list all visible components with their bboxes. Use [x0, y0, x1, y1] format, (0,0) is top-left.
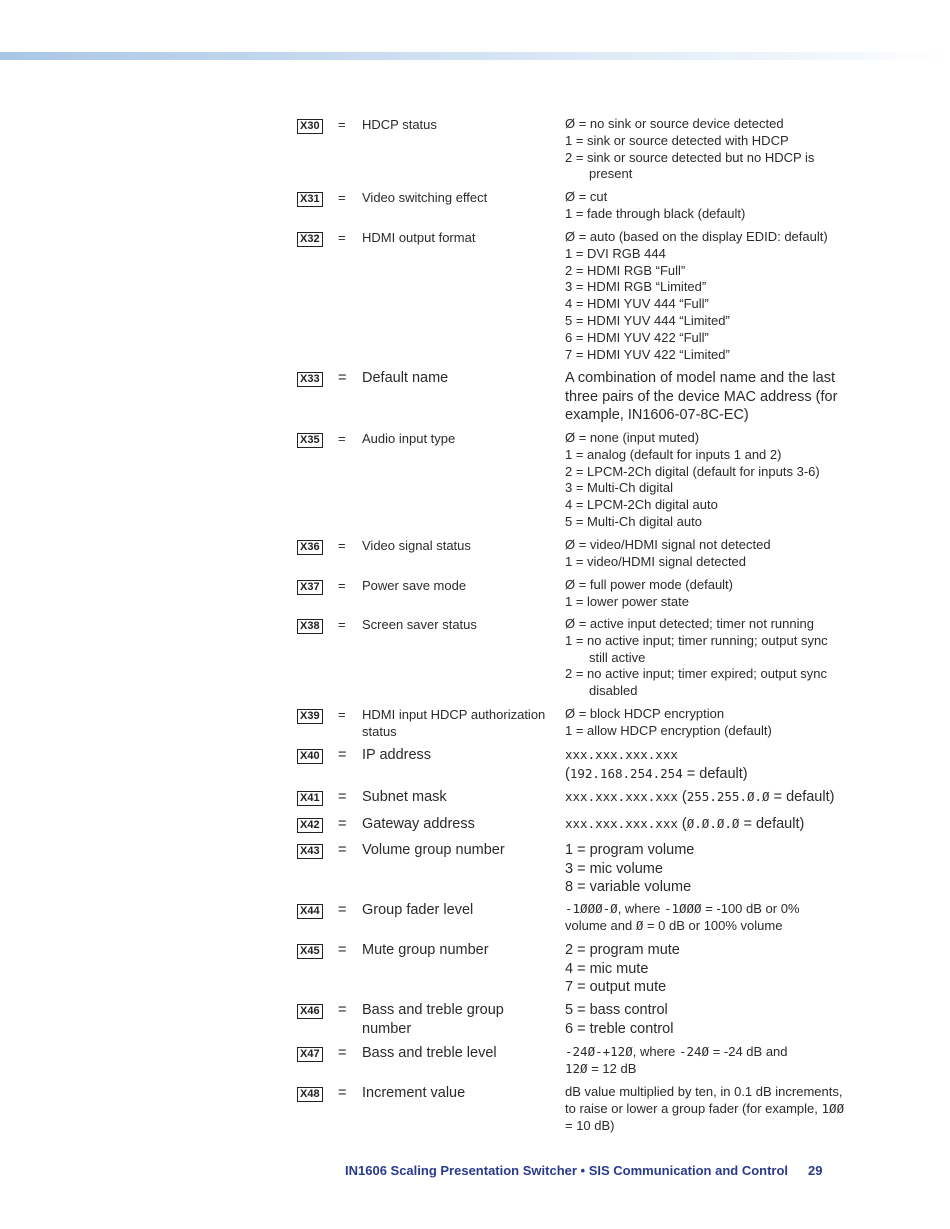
- variable-code: X31: [297, 192, 323, 207]
- code-value: 1ØØ: [821, 1100, 845, 1116]
- value-text: dB value multiplied by ten, in 0.1 dB increments,: [565, 1084, 843, 1099]
- variable-label: IP address: [362, 747, 432, 763]
- value-line: 1 = analog (default for inputs 1 and 2): [565, 446, 782, 462]
- variable-values: [565, 537, 865, 571]
- variable-values: [565, 788, 865, 807]
- value-line: 1 = sink or source detected with HDCP: [565, 132, 789, 148]
- variable-code: X48: [297, 1087, 323, 1102]
- variable-label: Bass and treble level: [362, 1045, 497, 1061]
- variable-label: Mute group number: [362, 942, 489, 958]
- value-text: to raise or lower a group fader (for example,: [565, 1100, 822, 1116]
- variable-label: Default name: [362, 370, 449, 386]
- variable-code: X44: [297, 904, 323, 919]
- page-number: 29: [808, 1163, 823, 1178]
- value-text: = default): [739, 816, 805, 832]
- code-value: xxx.xxx.xxx.xxx: [565, 816, 678, 831]
- variable-code: X32: [297, 232, 323, 247]
- equals-sign: =: [338, 230, 346, 245]
- value-line: Ø = video/HDMI signal not detected: [565, 537, 771, 552]
- variable-code: X30: [297, 119, 323, 134]
- value-line: Ø = active input detected; timer not running: [565, 616, 814, 631]
- value-line: [565, 1101, 865, 1118]
- value-line: Ø = none (input muted): [565, 430, 700, 445]
- equals-sign: =: [338, 842, 347, 858]
- value-line: [565, 788, 865, 807]
- variable-values: [565, 746, 865, 783]
- equals-sign: =: [338, 190, 346, 205]
- value-line: A combination of model name and the last three pairs of the device MAC address (for example, IN1606-07-8C-EC): [565, 370, 838, 423]
- value-line: [565, 901, 865, 918]
- variable-code: X41: [297, 791, 323, 806]
- equals-sign: =: [338, 902, 347, 918]
- variable-label: Gateway address: [362, 816, 475, 832]
- value-line: 3 = Multi-Ch digital: [565, 480, 674, 496]
- variable-values: [565, 116, 865, 183]
- value-line: 6 = treble control: [565, 1020, 674, 1037]
- value-line: 1 = video/HDMI signal detected: [565, 553, 747, 569]
- variable-values: [565, 616, 865, 700]
- variable-label: Power save mode: [362, 578, 467, 593]
- value-text: = default): [682, 765, 748, 782]
- value-line: [565, 746, 865, 765]
- value-line: 2 = LPCM-2Ch digital (default for inputs 3-6): [565, 463, 820, 479]
- value-line: 2 = no active input; timer expired; output sync: [565, 666, 827, 682]
- equals-sign: =: [338, 370, 347, 386]
- value-line: 2 = sink or source detected but no HDCP is: [565, 149, 815, 165]
- code-value: -24Ø-+12Ø: [565, 1044, 633, 1059]
- value-line: 7 = HDMI YUV 422 “Limited”: [565, 346, 730, 362]
- value-line: present: [589, 166, 633, 182]
- value-line: [565, 815, 865, 834]
- variable-label: Subnet mask: [362, 789, 447, 805]
- variable-code: X42: [297, 818, 323, 833]
- variable-values: [565, 577, 865, 611]
- value-text: = 0 dB or 100% volume: [643, 917, 783, 933]
- variable-label: Volume group number: [362, 842, 505, 858]
- variable-code: X38: [297, 619, 323, 634]
- value-line: 7 = output mute: [565, 979, 667, 995]
- variable-label: Group fader level: [362, 902, 474, 918]
- variable-values: [565, 841, 865, 897]
- variable-values: [565, 189, 865, 223]
- variable-code: X35: [297, 433, 323, 448]
- variable-values: [565, 815, 865, 834]
- code-value: xxx.xxx.xxx.xxx: [565, 789, 678, 804]
- value-line: 8 = variable volume: [565, 879, 692, 895]
- equals-sign: =: [338, 431, 346, 446]
- value-line: 1 = lower power state: [565, 593, 689, 609]
- footer-title: IN1606 Scaling Presentation Switcher • SIS Communication and Control: [345, 1163, 789, 1178]
- value-line: Ø = no sink or source device detected: [565, 116, 784, 131]
- variable-code: X47: [297, 1047, 323, 1062]
- equals-sign: =: [338, 747, 347, 763]
- page-footer: [345, 1163, 823, 1178]
- header-color-bar: [0, 52, 950, 60]
- equals-sign: =: [338, 789, 347, 805]
- value-line: 1 = allow HDCP encryption (default): [565, 722, 772, 738]
- variable-label: HDCP status: [362, 117, 437, 132]
- variable-code: X37: [297, 580, 323, 595]
- value-text: = 10 dB): [565, 1117, 615, 1133]
- code-value: 192.168.254.254: [569, 765, 683, 781]
- value-text: = -24 dB and: [709, 1044, 788, 1059]
- code-value: -24Ø: [678, 1044, 710, 1059]
- variable-label: Bass and treble group number: [362, 1002, 504, 1037]
- equals-sign: =: [338, 538, 346, 553]
- variable-values: [565, 1044, 865, 1078]
- value-line: 2 = HDMI RGB “Full”: [565, 262, 686, 278]
- value-text: = -100 dB or 0%: [701, 901, 800, 916]
- code-value: Ø.Ø.Ø.Ø: [686, 816, 740, 831]
- equals-sign: =: [338, 1002, 347, 1018]
- value-text: = default): [769, 789, 835, 805]
- value-text: (: [677, 789, 687, 805]
- value-line: 3 = mic volume: [565, 860, 663, 877]
- variable-label: Screen saver status: [362, 617, 477, 632]
- value-text: = 12 dB: [587, 1060, 637, 1076]
- value-line: 6 = HDMI YUV 422 “Full”: [565, 329, 709, 345]
- value-line: 1 = fade through black (default): [565, 205, 746, 221]
- value-line: 3 = HDMI RGB “Limited”: [565, 279, 707, 295]
- variable-code: X45: [297, 944, 323, 959]
- value-text: volume and: [565, 917, 636, 933]
- value-line: Ø = full power mode (default): [565, 577, 733, 592]
- value-line: 5 = HDMI YUV 444 “Limited”: [565, 312, 730, 328]
- value-line: 1 = program volume: [565, 842, 695, 858]
- equals-sign: =: [338, 816, 347, 832]
- variable-label: Video signal status: [362, 538, 471, 553]
- variable-code: X39: [297, 709, 323, 724]
- value-line: 4 = HDMI YUV 444 “Full”: [565, 296, 709, 312]
- equals-sign: =: [338, 1085, 347, 1101]
- variable-label: Audio input type: [362, 431, 456, 446]
- value-line: Ø = auto (based on the display EDID: default): [565, 229, 828, 244]
- variable-values: [565, 706, 865, 740]
- equals-sign: =: [338, 1045, 347, 1061]
- code-value: Ø: [635, 917, 644, 933]
- code-value: xxx.xxx.xxx.xxx: [565, 747, 678, 762]
- variable-values: [565, 901, 865, 935]
- variable-code: X43: [297, 844, 323, 859]
- equals-sign: =: [338, 578, 346, 593]
- value-line: 1 = DVI RGB 444: [565, 245, 666, 261]
- value-line: [565, 765, 865, 784]
- value-line: [565, 1061, 865, 1078]
- variable-values: [565, 1001, 865, 1038]
- variable-code: X46: [297, 1004, 323, 1019]
- variable-values: [565, 1084, 865, 1134]
- variable-code: X33: [297, 372, 323, 387]
- code-value: 12Ø: [565, 1060, 588, 1076]
- code-value: -1ØØØ-Ø: [565, 901, 618, 916]
- variable-values: [565, 229, 865, 363]
- value-text: (: [565, 765, 570, 782]
- value-line: 5 = bass control: [565, 1002, 668, 1018]
- value-line: [565, 1084, 865, 1101]
- value-line: [565, 1118, 865, 1135]
- value-line: 4 = LPCM-2Ch digital auto: [565, 497, 718, 513]
- equals-sign: =: [338, 707, 346, 722]
- variable-values: [565, 430, 865, 531]
- value-line: still active: [589, 649, 646, 665]
- value-line: 5 = Multi-Ch digital auto: [565, 513, 702, 529]
- equals-sign: =: [338, 117, 346, 132]
- equals-sign: =: [338, 942, 347, 958]
- value-line: 1 = no active input; timer running; output sync: [565, 632, 828, 648]
- value-line: [565, 918, 865, 935]
- value-text: , where: [617, 901, 664, 916]
- value-text: , where: [632, 1044, 679, 1059]
- value-line: 4 = mic mute: [565, 960, 649, 977]
- variable-code: X36: [297, 540, 323, 555]
- code-value: 255.255.Ø.Ø: [686, 789, 770, 804]
- value-line: 2 = program mute: [565, 942, 680, 958]
- variable-values: [565, 941, 865, 997]
- code-value: -1ØØØ: [663, 901, 702, 916]
- variable-label: HDMI input HDCP authorization status: [362, 707, 546, 739]
- value-text: (: [677, 816, 687, 832]
- equals-sign: =: [338, 617, 346, 632]
- variable-values: [565, 369, 865, 425]
- variable-label: Increment value: [362, 1085, 466, 1101]
- variable-code: X40: [297, 749, 323, 764]
- value-line: [565, 1044, 865, 1061]
- value-line: disabled: [589, 683, 638, 699]
- value-line: Ø = cut: [565, 189, 608, 204]
- variable-label: Video switching effect: [362, 190, 488, 205]
- variable-label: HDMI output format: [362, 230, 476, 245]
- value-line: Ø = block HDCP encryption: [565, 706, 725, 721]
